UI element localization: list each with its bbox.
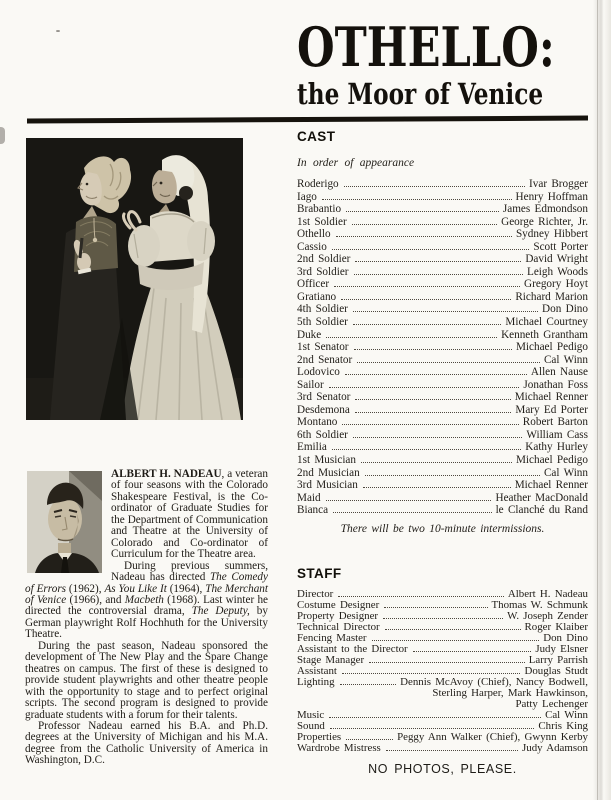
dot-leader: [345, 374, 527, 375]
cast-row: [297, 416, 588, 429]
dot-leader: [352, 224, 497, 225]
cast-row: [297, 391, 588, 404]
cast-row: [297, 291, 588, 304]
dot-leader: [355, 399, 510, 400]
role-label: Wardrobe Mistress: [297, 741, 381, 754]
bio-paragraph-1: ALBERT H. NADEAU, a veteran of four seasons with the Colorado Shakespeare Festival, is the Co-ordinator of Graduate Studies for the Department of Communication and Theatre at the University of Colorado and Co-ordinator of Curriculum for the Theatre area.: [111, 468, 268, 561]
dot-leader: [355, 261, 521, 262]
cast-row: [297, 216, 588, 229]
person-name: Cal Winn: [545, 708, 588, 721]
person-name: Scott Porter: [533, 240, 588, 253]
dot-leader: [346, 211, 499, 212]
role-label: Cassio: [297, 240, 327, 253]
cast-row: [297, 454, 588, 467]
cast-row: [297, 341, 588, 354]
role-label: 3rd Soldier: [297, 265, 349, 278]
role-label: Music: [297, 708, 325, 721]
dot-leader: [353, 437, 522, 438]
cast-row: [297, 278, 588, 291]
no-photos-note: NO PHOTOS, PLEASE.: [368, 761, 517, 776]
dot-leader: [332, 249, 530, 250]
role-label: Technical Director: [297, 620, 380, 633]
person-name: Michael Pedigo: [515, 454, 588, 467]
cast-row: [297, 203, 588, 216]
role-label: 1st Senator: [297, 341, 349, 354]
intermission-note: There will be two 10-minute intermissions.: [340, 522, 545, 535]
cast-row: [297, 303, 588, 316]
cast-row: [297, 504, 588, 517]
cast-row: [297, 366, 588, 379]
role-label: Roderigo: [297, 178, 339, 190]
dot-leader: [369, 662, 525, 663]
role-label: Lighting: [297, 675, 335, 688]
role-label: Properties: [297, 730, 342, 743]
dot-leader: [365, 475, 540, 476]
role-label: Emilia: [297, 441, 327, 454]
role-label: Sound: [297, 719, 325, 732]
role-label: Director: [297, 587, 334, 600]
person-name: le Clanché du Rand: [495, 504, 588, 517]
person-name: Judy Elsner: [535, 642, 588, 655]
cast-list: [297, 178, 588, 517]
dot-leader: [357, 362, 540, 363]
person-name: Kenneth Grantham: [501, 328, 588, 341]
role-label: 2nd Soldier: [297, 253, 351, 266]
role-label: 2nd Musician: [297, 466, 360, 479]
role-label: Lodovico: [297, 366, 340, 379]
person-name: Cal Winn: [543, 353, 588, 366]
person-name: Ivar Brogger: [529, 178, 588, 190]
dot-leader: [341, 299, 511, 300]
role-label: Duke: [297, 328, 322, 341]
dot-leader: [372, 640, 540, 641]
dot-leader: [363, 487, 511, 488]
title-divider: [27, 116, 588, 124]
director-bio: [25, 469, 268, 767]
person-name: David Wright: [525, 253, 588, 266]
person-name: W. Joseph Zender: [507, 609, 588, 622]
dot-leader: [326, 337, 497, 338]
staff-heading: STAFF: [297, 565, 342, 581]
staff-row-continuation: Sterling Harper, Mark Hawkinson,: [432, 686, 588, 699]
role-label: Fencing Master: [297, 631, 367, 644]
cast-row: [297, 241, 588, 254]
person-name: Michael Courtney: [505, 316, 588, 329]
person-name: Don Dino: [543, 631, 588, 644]
dot-leader: [342, 424, 518, 425]
bio-paragraph-4: Professor Nadeau earned his B.A. and Ph.D. degrees at the University of Michigan and his M.A. degree from the Catholic University of America in Washington, D.C.: [25, 719, 268, 767]
person-name: Roger Klaiber: [524, 620, 588, 633]
person-name: Peggy Ann Walker (Chief), Gwynn Kerby: [397, 730, 588, 743]
cast-row: [297, 191, 588, 204]
person-name: Heather MacDonald: [495, 491, 588, 504]
role-label: Assistant: [297, 664, 337, 677]
staff-list: [297, 589, 588, 754]
masthead: [297, 15, 588, 111]
role-label: 3rd Musician: [297, 479, 358, 492]
role-label: Desdemona: [297, 403, 350, 416]
person-name: Leigh Woods: [527, 265, 588, 278]
role-label: Montano: [297, 416, 338, 429]
page-edge-shadow: [593, 0, 611, 800]
dot-leader: [353, 311, 538, 312]
cast-row: [297, 492, 588, 505]
dot-leader: [332, 449, 521, 450]
role-label: 1st Musician: [297, 454, 356, 467]
cast-row: [297, 316, 588, 329]
dot-leader: [355, 412, 512, 413]
role-label: Maid: [297, 491, 321, 504]
person-name: George Richter, Jr.: [501, 215, 588, 228]
person-name: Michael Renner: [514, 479, 588, 492]
person-name: Kathy Hurley: [525, 441, 588, 454]
person-name: Douglas Studt: [524, 664, 588, 677]
page-subtitle: the Moor of Venice: [297, 77, 544, 111]
person-name: Albert H. Nadeau: [507, 587, 588, 600]
person-name: Robert Barton: [522, 416, 588, 429]
production-photo: [26, 138, 243, 420]
cast-row: [297, 467, 588, 480]
cast-row: [297, 404, 588, 417]
person-name: Michael Renner: [514, 391, 588, 404]
cast-row: [297, 178, 588, 191]
dot-leader: [338, 596, 504, 597]
dot-leader: [354, 274, 523, 275]
role-label: 1st Soldier: [297, 215, 347, 228]
dot-leader: [329, 387, 520, 388]
person-name: Michael Pedigo: [515, 341, 588, 354]
person-name: Henry Hoffman: [515, 190, 588, 203]
cast-row: [297, 354, 588, 367]
person-name: Jonathan Foss: [523, 378, 588, 391]
person-name: James Edmondson: [502, 203, 588, 216]
dot-leader: [326, 500, 492, 501]
cast-row: [297, 228, 588, 241]
person-name: Allen Nause: [530, 366, 588, 379]
person-name: Chris King: [538, 719, 588, 732]
cast-row: [297, 379, 588, 392]
person-name: Dennis McAvoy (Chief), Nancy Bodwell,: [400, 675, 588, 688]
dot-leader: [329, 717, 541, 718]
person-name: Mary Ed Porter: [515, 403, 588, 416]
dot-leader: [354, 349, 512, 350]
person-name: Gregory Hoyt: [524, 278, 588, 291]
role-label: Officer: [297, 278, 330, 291]
role-label: Stage Manager: [297, 653, 365, 666]
role-label: Iago: [297, 190, 317, 203]
cast-row: [297, 479, 588, 492]
role-label: 6th Soldier: [297, 428, 348, 441]
cast-row: [297, 266, 588, 279]
bio-paragraph-3: During the past season, Nadeau sponsored the development of The New Play and the Spare Change theatres on campus. The first of these is designed to provide student playwrights and other theatre people with the opportunity to stage and to perfect original scripts. The second program is designed to provide graduate students with a forum for their talents.: [25, 639, 268, 721]
person-name: Don Dino: [542, 303, 588, 316]
scan-smudge: [0, 127, 5, 144]
dot-leader: [334, 286, 520, 287]
right-column: [297, 130, 588, 776]
person-name: Thomas W. Schmunk: [491, 598, 588, 611]
dot-leader: [333, 512, 492, 513]
staff-row: [297, 743, 588, 754]
role-label: Brabantio: [297, 203, 342, 216]
role-label: 3rd Senator: [297, 391, 351, 404]
cast-row: [297, 441, 588, 454]
person-name: Sydney Hibbert: [515, 228, 588, 241]
dot-leader: [336, 236, 512, 237]
role-label: 4th Soldier: [297, 303, 348, 316]
nadeau-headshot-image: [27, 471, 102, 573]
cast-order-note: In order of appearance: [297, 157, 415, 169]
person-name: Cal Winn: [543, 466, 588, 479]
person-name: Judy Adamson: [522, 741, 588, 754]
dot-leader: [342, 673, 521, 674]
role-label: Property Designer: [297, 609, 379, 622]
person-name: Larry Parrish: [528, 653, 588, 666]
dot-leader: [322, 199, 512, 200]
dot-leader: [384, 607, 487, 608]
page-title: OTHELLO:: [297, 15, 555, 79]
staff-row-continuation: Patty Lechenger: [515, 697, 588, 710]
person-name: Richard Marion: [515, 290, 588, 303]
role-label: 2nd Senator: [297, 353, 353, 366]
dot-leader: [361, 462, 512, 463]
role-label: Costume Designer: [297, 598, 380, 611]
dot-leader: [383, 618, 503, 619]
dot-leader: [340, 684, 397, 685]
person-name: William Cass: [526, 428, 588, 441]
cast-row: [297, 429, 588, 442]
dot-leader: [385, 629, 521, 630]
role-label: Assistant to the Director: [297, 642, 408, 655]
cast-heading: CAST: [297, 129, 336, 144]
cast-row: [297, 253, 588, 266]
dot-leader: [346, 739, 393, 740]
page-edge-line: [597, 0, 598, 800]
dot-leader: [353, 324, 501, 325]
cast-row: [297, 329, 588, 342]
dot-leader: [330, 728, 535, 729]
role-label: Sailor: [297, 378, 324, 391]
nadeau-headshot: [27, 471, 102, 573]
scan-speck: [56, 30, 60, 32]
dot-leader: [413, 651, 532, 652]
bio-paragraph-2: During previous summers, Nadeau has directed The Comedy of Errors (1962), As You Like It (1964), The Merchant of Venice (1966), and Macbeth (1968). Last winter he directed the controversial drama, The Deputy, by German playwright Rolf Hochhuth for the University Theatre.: [25, 559, 269, 641]
role-label: Bianca: [297, 504, 329, 517]
production-photo-image: [26, 138, 243, 420]
role-label: 5th Soldier: [297, 316, 348, 329]
dot-leader: [386, 750, 518, 751]
role-label: Gratiano: [297, 290, 337, 303]
role-label: Othello: [297, 228, 331, 241]
dot-leader: [344, 186, 525, 187]
